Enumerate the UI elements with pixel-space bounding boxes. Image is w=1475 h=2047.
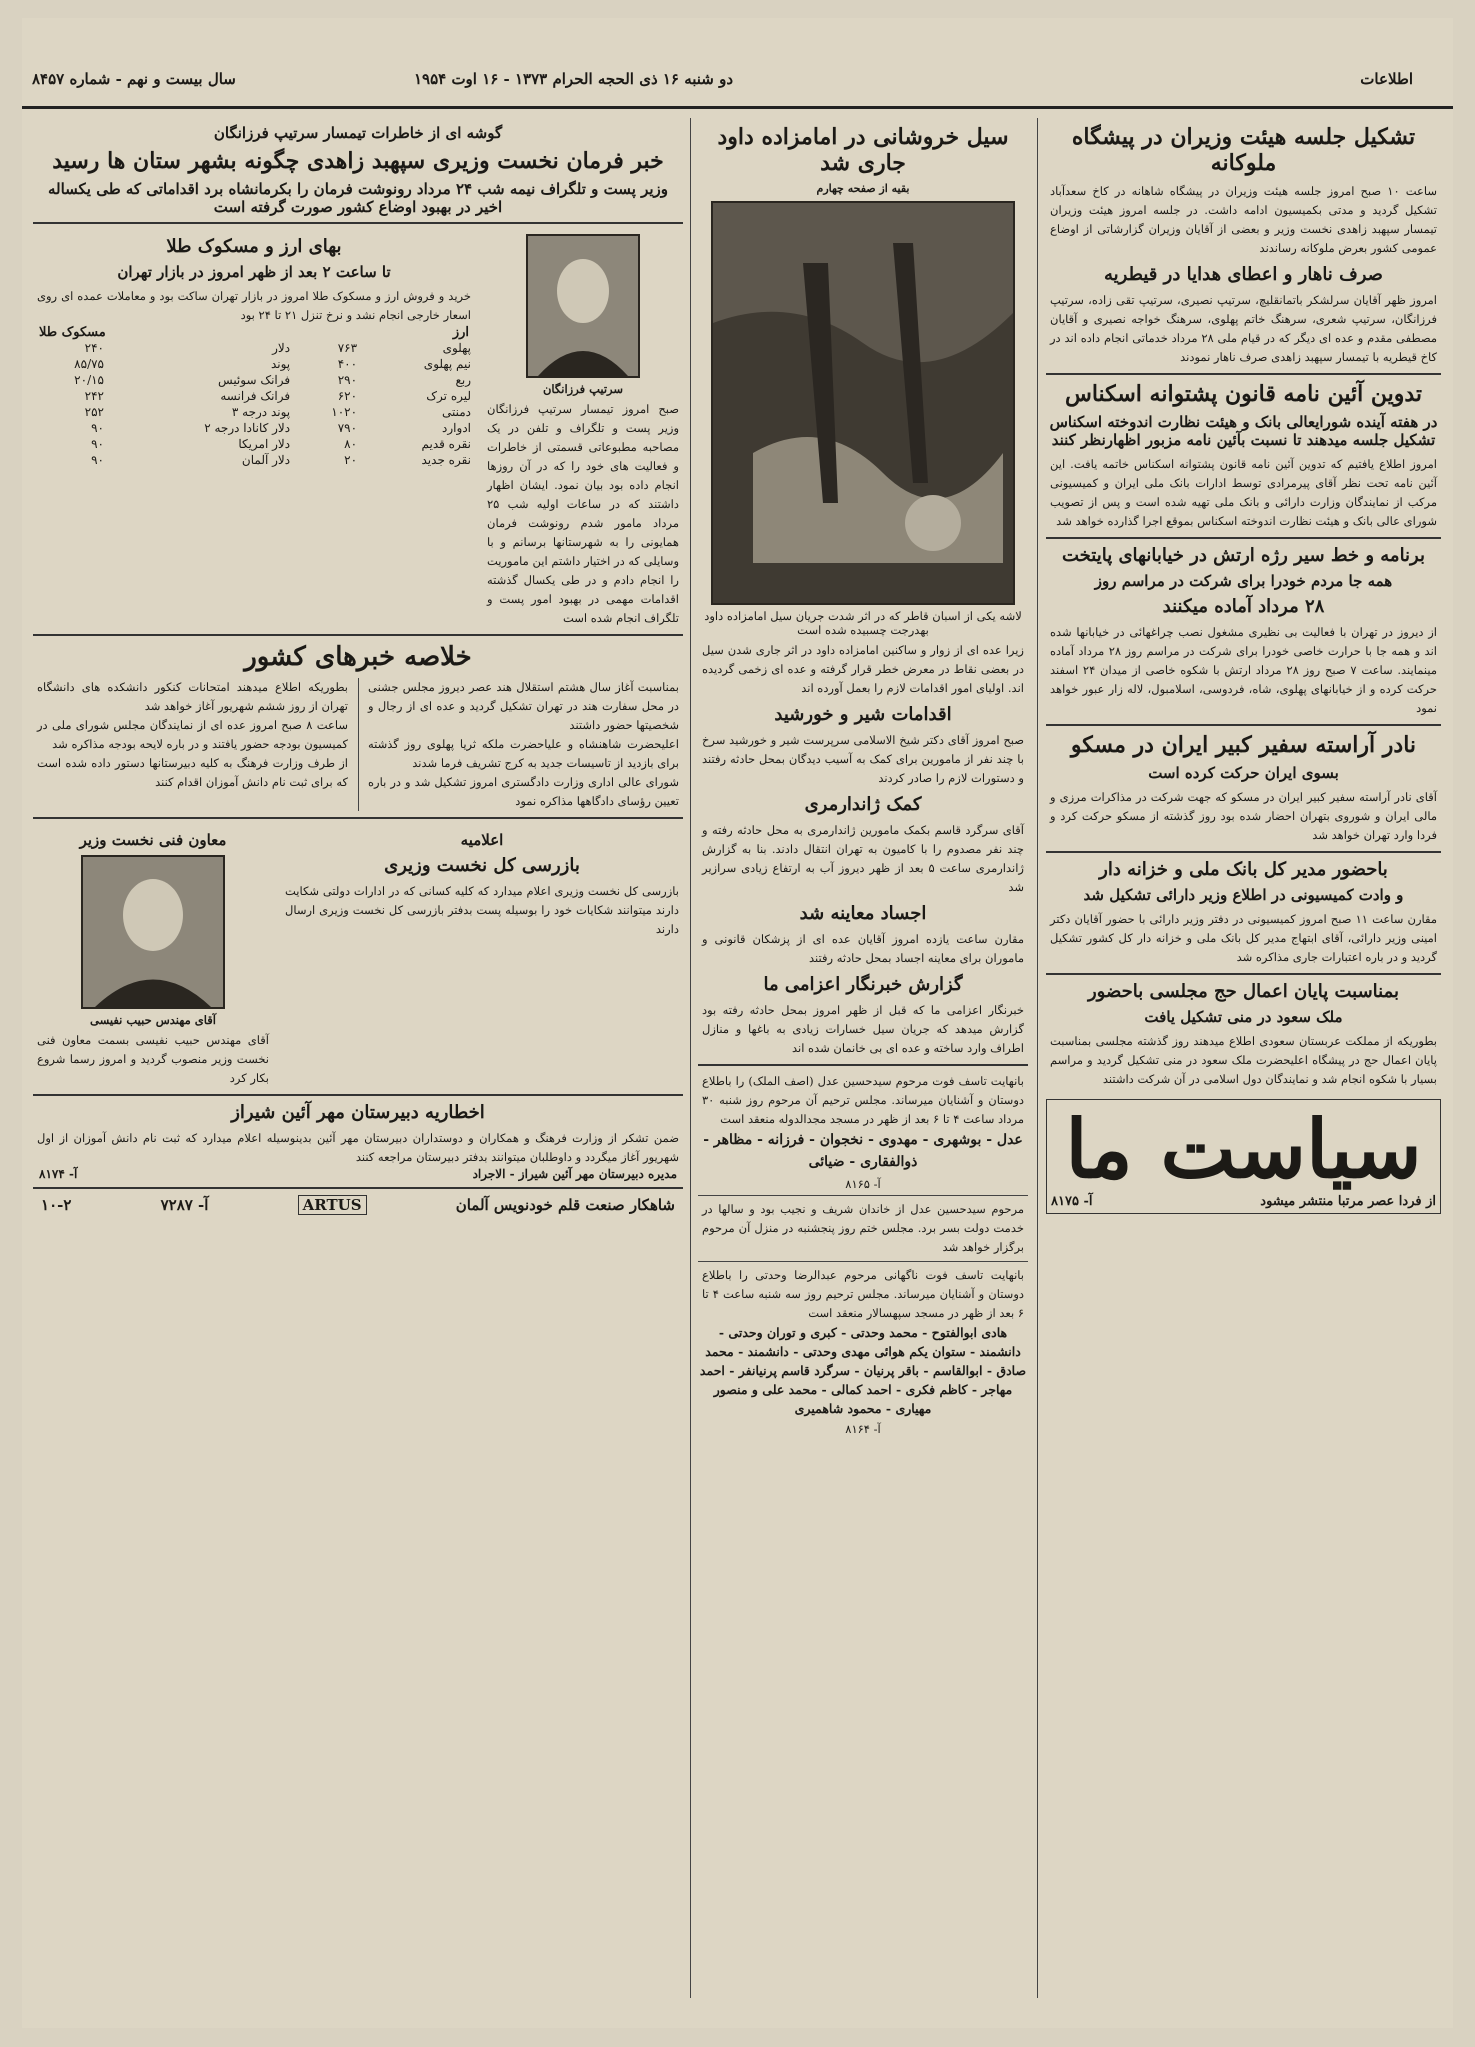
headline: بازرسی کل نخست وزیری (384, 855, 580, 876)
ad-code: آ- ۸۱۷۴ (39, 1167, 78, 1181)
rate-row (33, 356, 475, 372)
artus-text: شاهکار صنعت قلم خودنویس آلمان (455, 1196, 675, 1214)
rate-row (33, 372, 475, 388)
masthead-bar (22, 48, 1453, 109)
school-signature: مدیره دبیرستان مهر آئین شیراز - الاجراد (472, 1167, 677, 1181)
photo-caption: سرتیپ فرزانگان (542, 382, 624, 396)
divider (33, 1187, 683, 1189)
date-line: دو شنبه ۱۶ ذی الحجه الحرام ۱۳۷۳ - ۱۶ اوت ۱۹۵۴ (413, 70, 733, 88)
article-text: خبرنگار اعزامی ما که قبل از ظهر امروز بمحل حادثه رفته بود گزارش میدهد که جریان سیل خسارات زیادی به باغها و منازل اطراف وارد ساخته و عده ای بی خانمان شده اند (702, 1003, 1024, 1055)
subheadline: ۲۸ مرداد آماده میکنند (1162, 596, 1325, 617)
gold-rate-cell: نیم پهلوی (423, 357, 471, 371)
subheadline: در هفته آینده شورایعالی بانک و هیئت نظارت اندوخته اسکناس تشکیل جلسه میدهند تا نسبت بآئین نامه مزبور اظهارنظر کنند (1049, 413, 1438, 449)
currency-rate-cell: فرانک فرانسه (220, 389, 291, 403)
currency-rate-cell: فرانک سوئیس (218, 373, 291, 387)
subheadline: اعلامیه (460, 831, 504, 849)
headline: کمک ژاندارمری (804, 794, 922, 815)
divider (33, 222, 683, 224)
headline: بهای ارز و مسکوک طلا (166, 236, 342, 257)
currency-rate-cell: ۲۴۰ (84, 341, 104, 355)
article-text: مقارن ساعت ۱۱ صبح امروز کمیسیونی در دفتر وزیر دارائی با حضور آقایان دکتر امینی وزیر دارائی، آقای ابتهاج مدیر کل بانک ملی و خزانه دار کل کشور تشکیل گردید و در باره اعتبارات جاری مذاکره شد (1050, 912, 1437, 964)
ad-title: سیاست ما (1065, 1102, 1422, 1196)
inspection-block (281, 825, 683, 1088)
column-rule (1037, 118, 1038, 1998)
currency-rate-cell: ۲۰/۱۵ (74, 373, 104, 387)
currency-rate-cell: ۹۰ (91, 453, 104, 467)
photo-caption: لاشه یکی از اسبان قاطر که در اثر شدت جریان سیل امامزاده داود بهدرجت چسبیده شده است (704, 609, 1022, 637)
newspaper-page (22, 18, 1453, 2028)
obituary-notice: مرحوم سیدحسین عدل از خاندان شریف و نجیب بود و سالها در خدمت دولت بسر برد. مجلس ختم روز پنجشنبه در منزل آن مرحوم برگزار خواهد شد (702, 1202, 1024, 1254)
article-text: صبح امروز تیمسار سرتیپ فرزانگان وزیر پست و تلگراف و تلفن در یک مصاحبه مطبوعاتی قسمتی از خاطرات و فعالیت های خود را که در آن روزها انجام داده بود بیان نمود. ایشان اظهار داشتند که در ساعات اولیه شب ۲۵ مرداد مامور شدم رونوشت فرمان همایونی را به شهرستانها برسانم و با وسایلی که در اختیار داشتم این ماموریت را انجام دادم و در طی یکسال گذشته اقدامات مهمی در بهبود امور پست و تلگراف انجام شده است (487, 402, 679, 625)
artus-brand: ARTUS (298, 1195, 367, 1215)
subheadline: و وادت کمیسیونی در اطلاع وزیر دارائی تشکیل شد (1083, 886, 1404, 904)
story-block (483, 230, 683, 628)
divider (1046, 851, 1441, 853)
subheadline: تا ساعت ۲ بعد از ظهر امروز در بازار تهران (117, 263, 391, 281)
news-item: بمناسبت آغاز سال هشتم استقلال هند عصر دیروز مجلس جشنی در محل سفارت هند در تهران تشکیل گردید و عده ای از رجال و شخصیتها حضور داشتند (368, 680, 679, 732)
artus-ad (33, 1195, 683, 1215)
subheadline: همه جا مردم خودرا برای شرکت در مراسم روز (1094, 572, 1393, 590)
headline: تدوین آئین نامه قانون پشتوانه اسکناس (1064, 381, 1423, 407)
rate-row (33, 436, 475, 452)
headline: تشکیل جلسه هیئت وزیران در پیشگاه ملوکانه (1071, 124, 1416, 176)
currency-rate-cell: دلار امریکا (238, 437, 291, 451)
headline: باحضور مدیر کل بانک ملی و خزانه دار (1099, 859, 1388, 880)
currency-rate-cell: ۹۰ (91, 437, 104, 451)
column-rule (690, 118, 691, 1998)
headline: اخطاریه دبیرستان مهر آئین شیراز (231, 1102, 485, 1123)
lower-section (33, 825, 683, 1088)
gold-rate-cell: ربع (455, 373, 471, 387)
photo-caption: آقای مهندس حبیب نفیسی (90, 1013, 216, 1027)
ad-note: از فردا عصر مرتبا منتشر میشود (1260, 1194, 1436, 1209)
divider (33, 817, 683, 819)
gold-rate-cell: ۷۹۰ (337, 421, 358, 435)
article-text: خرید و فروش ارز و مسکوک طلا امروز در بازار تهران ساکت بود و معاملات عمده ای روی اسعار خارجی انجام نشد و نرخ تنزل ۲۱ تا ۲۴ بود (37, 289, 471, 322)
article-text: بازرسی کل نخست وزیری اعلام میدارد که کلیه کسانی که در ادارات دولتی شکایت دارند میتوانند شکایات خود را بوسیله پست بدفتر بازرسی کل نخست وزیری ارسال دارند (285, 884, 679, 936)
ad-code: آ- ۷۲۸۷ (160, 1196, 209, 1214)
currency-rate-cell: ۲۴۲ (84, 389, 104, 403)
gold-rates-block (33, 230, 475, 628)
ad-number: ۱۰-۲ (41, 1196, 72, 1214)
gold-rate-cell: ۲۰ (344, 453, 358, 467)
rates-table (33, 340, 475, 468)
rate-row (33, 420, 475, 436)
obituary-names: هادی ابوالفتوح - محمد وحدتی - کبری و توران وحدتی - دانشمند - ستوان یکم هوائی مهدی وحدتی - دانشمند - محمد صادق - ابوالقاسم - باقر پرنیان - سرگرد قاسم پرنیانفر - احمد مهاجر - کاظم فکری - احمد کمالی - محمد علی و منصور مهیاری - محمود شاهمیری (699, 1325, 1027, 1416)
rates-header-gold: مسکوک طلا (39, 325, 106, 340)
gold-rate-cell: ۸۰ (344, 437, 358, 451)
article-text: آقای مهندس حبیب نفیسی بسمت معاون فنی نخست وزیر منصوب گردید و امروز رسما شروع بکار کرد (37, 1033, 269, 1085)
headline: بمناسبت پایان اعمال حج مجلسی باحضور (1087, 981, 1400, 1002)
gold-rate-cell: ۲۹۰ (337, 373, 358, 387)
subheadline: بسوی ایران حرکت کرده است (1148, 764, 1339, 782)
deputy-block (33, 825, 273, 1088)
headline: معاون فنی نخست وزیر (79, 831, 227, 849)
gold-rate-cell: ادوارد (442, 421, 471, 435)
article-text: ضمن تشکر از وزارت فرهنگ و همکاران و دوستداران دبیرستان مهر آئین بدینوسیله اعلام میدارد که ثبت نام دانش آموزان از اول شهریور آغاز میگردد و داوطلبان میتوانند بدفتر دبیرستان مراجعه کنند (37, 1131, 679, 1164)
headline: صرف ناهار و اعطای هدایا در قیطریه (1104, 264, 1383, 285)
gold-rate-cell: نقره جدید (421, 453, 471, 467)
headline: اجساد معاینه شد (799, 903, 927, 924)
obituary-names: عدل - بوشهری - مهدوی - نخجوان - فرزانه - مظاهر - ذوالفقاری - ضیائی (703, 1132, 1023, 1170)
headline: اقدامات شیر و خورشید (774, 704, 952, 725)
article-text: از دیروز در تهران با فعالیت بی نظیری مشغول نصب چراغهائی در خیابانها شده اند و همه جا با حرارت خاصی خودرا برای شرکت در مراسم روز ۲۸ مرداد آماده مینمایند. ساعت ۷ صبح روز ۲۸ مرداد ارتش با شکوه خاصی از میدان ۲۴ اسفند حرکت کرده و از خیابانهای پهلوی، شاه، فردوسی، اسلامبول، لاله زار عبور خواهد نمود (1050, 625, 1437, 715)
divider (33, 634, 683, 636)
ad-code: آ- ۸۱۶۵ (845, 1177, 881, 1191)
headline: نادر آراسته سفیر کبیر ایران در مسکو (1070, 732, 1417, 758)
article-text: امروز ظهر آقایان سرلشکر باتمانقلیچ، سرتیپ نصیری، سرتیپ تقی زاده، سرتیپ فرزانگان، سرتیپ شعری، سرهنگ خاتم پهلوی، سرهنگ خواجه نصیری و آقایان مصطفی مقدم و عده ای دیگر که در قیام ملی ۲۸ مرداد خدماتی انجام داده اند در کاخ قیطریه با تیمسار سپهبد زاهدی صرف ناهار نمودند (1050, 293, 1438, 364)
headline: خلاصه خبرهای کشور (244, 642, 472, 672)
gold-rate-cell: پهلوی (442, 341, 471, 355)
divider (33, 1094, 683, 1096)
article-text: ساعت ۱۰ صبح امروز جلسه هیئت وزیران در پیشگاه شاهانه در کاخ سعدآباد تشکیل گردید و مدتی بکمیسیون ادامه داشت. در جلسه امروز هیئت وزیران تیمسار سپهبد زاهدی نخست وزیر و بعضی از آقایان وزیران گزارشاتی از اوضاع عمومی کشور بعرض ملوکانه رساندند (1050, 184, 1438, 255)
news-item: بطوریکه اطلاع میدهند امتحانات کنکور دانشکده های دانشگاه تهران از روز ششم شهریور آغاز خواهد شد (37, 680, 348, 713)
advertisement-box (1046, 1099, 1441, 1214)
flood-photo (711, 201, 1015, 605)
rate-row (33, 452, 475, 468)
gold-rate-cell: ۷۶۳ (337, 341, 358, 355)
obituary-notice: بانهایت تاسف فوت مرحوم سیدحسین عدل (اصف الملک) را باطلاع دوستان و آشنایان میرساند. مجلس ترحیم آن مرحوم روز شنبه ۳۰ مرداد ساعت ۴ تا ۶ بعد از ظهر در مسجد مجدالدوله منعقد است (702, 1074, 1024, 1126)
obituary-notice: بانهایت تاسف فوت ناگهانی مرحوم عبدالرضا وحدتی را باطلاع دوستان و آشنایان میرساند. مجلس ترحیم روز سه شنبه ساعت ۴ تا ۶ بعد از ظهر در مسجد سپهسالار منعقد است (702, 1268, 1024, 1320)
divider (698, 1261, 1028, 1262)
currency-rate-cell: پوند درجه ۳ (231, 405, 291, 419)
divider (698, 1064, 1028, 1066)
rates-header-currency: ارز (452, 325, 469, 340)
subheadline: ملک سعود در منی تشکیل یافت (1144, 1008, 1343, 1026)
currency-rate-cell: پوند (270, 357, 291, 371)
divider (698, 1195, 1028, 1196)
news-item: از طرف وزارت فرهنگ به کلیه دبیرستانها دستور داده شده است که برای ثبت نام دانش آموزان اقدام کنند (37, 756, 348, 789)
article-text: امروز اطلاع یافتیم که تدوین آئین نامه قانون پشتوانه اسکناس خاتمه یافت. این آئین نامه تحت نظر آقای پیرمرادی توسط ادارات بانک ملی ایران و کمیسیونی مرکب از نمایندگان وزارت دارائی و بانک ملی تهیه شده است و پس از تصویب شورای عالی بانک و هیئت نظارت اندوخته اسکناس بموقع اجرا گذارده خواهد شد (1050, 457, 1437, 528)
news-item: اعلیحضرت شاهنشاه و علیاحضرت ملکه ثریا پهلوی روز گذشته برای بازدید از تاسیسات جدید به کرج تشریف فرما شدند (368, 737, 679, 770)
headline: گزارش خبرنگار اعزامی ما (763, 974, 963, 995)
kicker: گوشه ای از خاطرات تیمسار سرتیپ فرزانگان (213, 124, 503, 142)
gold-rate-cell: لیره ترک (426, 389, 471, 403)
currency-rate-cell: ۲۵۲ (84, 405, 104, 419)
currency-rate-cell: ۹۰ (91, 421, 104, 435)
ad-code: آ- ۸۱۶۴ (845, 1422, 881, 1436)
column-left (33, 118, 683, 1998)
logo-small: اطلاعات (1360, 70, 1413, 88)
article-text: مقارن ساعت یازده امروز آقایان عده ای از پزشکان قانونی و ماموران برای معاینه اجساد بمحل حادثه رفتند (702, 932, 1024, 965)
gold-rate-cell: نقره قدیم (421, 437, 471, 451)
headline: سیل خروشانی در امامزاده داود جاری شد (717, 124, 1009, 176)
issue-line: سال بیست و نهم - شماره ۸۴۵۷ (32, 70, 236, 88)
article-text: زیرا عده ای از زوار و ساکنین امامزاده داود در اثر جاری شدن سیل در بعضی نقاط در معرض خطر قرار گرفته و عده ای زخمی گردیده اند. اولیای امور اقدامات لازم را بعمل آورده اند (702, 643, 1024, 695)
top-section (33, 230, 683, 628)
column-middle (698, 118, 1028, 1998)
gold-rate-cell: دمنتی (441, 405, 471, 419)
continuation-note: بقیه از صفحه چهارم (816, 182, 910, 195)
news-item: شورای عالی اداری وزارت دادگستری امروز تشکیل شد و در باره تعیین رؤسای دادگاهها مذاکره نمود (368, 775, 679, 808)
portrait-image (83, 857, 223, 1007)
currency-rate-cell: ۸۵/۷۵ (74, 357, 104, 371)
article-text: صبح امروز آقای دکتر شیخ الاسلامی سرپرست شیر و خورشید سرخ با چند نفر از مامورین برای کمک به آسیب دیدگان بمحل حادثه رفتند و دستورات لازم را صادر کردند (702, 733, 1024, 785)
news-columns (33, 678, 683, 811)
column-right (1046, 118, 1441, 1998)
portrait-photo (526, 234, 640, 378)
article-text: آقای سرگرد قاسم بکمک مامورین ژاندارمری به محل حادثه رفته و چند نفر مصدوم را با کامیون به تهران انتقال دادند. بنا به گزارش ژاندارمری ساعت ۵ بعد از ظهر دیروز آب به ارتفاع زیادی سرازیر شد (702, 823, 1024, 894)
divider (1046, 373, 1441, 375)
rate-row (33, 404, 475, 420)
currency-rate-cell: دلار (272, 341, 291, 355)
headline: برنامه و خط سیر رژه ارتش در خیابانهای پایتخت (1061, 545, 1426, 566)
portrait-photo (81, 855, 225, 1009)
gold-rate-cell: ۱۰۲۰ (331, 405, 358, 419)
gold-rate-cell: ۶۲۰ (337, 389, 358, 403)
rate-row (33, 340, 475, 356)
flood-photo-image (713, 203, 1013, 603)
currency-rate-cell: دلار آلمان (241, 453, 291, 467)
headline: خبر فرمان نخست وزیری سپهبد زاهدی چگونه بشهر ستان ها رسید (52, 148, 664, 174)
gold-rate-cell: ۴۰۰ (337, 357, 358, 371)
ad-code: آ- ۸۱۷۵ (1051, 1194, 1093, 1209)
divider (1046, 724, 1441, 726)
article-text: بطوریکه از مملکت عربستان سعودی اطلاع میدهند روز گذشته مجلسی بمناسبت پایان اعمال حج در پیشگاه اعلیحضرت ملک سعود در منی تشکیل گردید و مراسم بسیار با شکوه انجام شد و نمایندگان دول اسلامی در آن شرکت داشتند (1050, 1034, 1437, 1086)
news-item: ساعت ۸ صبح امروز عده ای از نمایندگان مجلس شورای ملی در کمیسیون بودجه حضور یافتند و در باره لایحه بودجه مذاکره شد (37, 718, 348, 751)
subheadline: وزیر پست و تلگراف نیمه شب ۲۴ مرداد رونوشت فرمان را بکرمانشاه برد اقداماتی که طی یکساله اخیر در بهبود اوضاع کشور صورت گرفته است (47, 180, 669, 216)
rate-row (33, 388, 475, 404)
article-text: آقای نادر آراسته سفیر کبیر ایران در مسکو که جهت شرکت در مذاکرات مرزی و مالی ایران و شوروی بتهران احضار شده بود روز گذشته از مسکو حرکت کرد و فردا وارد تهران خواهد شد (1050, 790, 1437, 842)
portrait-image (528, 236, 638, 376)
divider (1046, 973, 1441, 975)
divider (1046, 537, 1441, 539)
currency-rate-cell: دلار کانادا درجه ۲ (204, 421, 291, 435)
